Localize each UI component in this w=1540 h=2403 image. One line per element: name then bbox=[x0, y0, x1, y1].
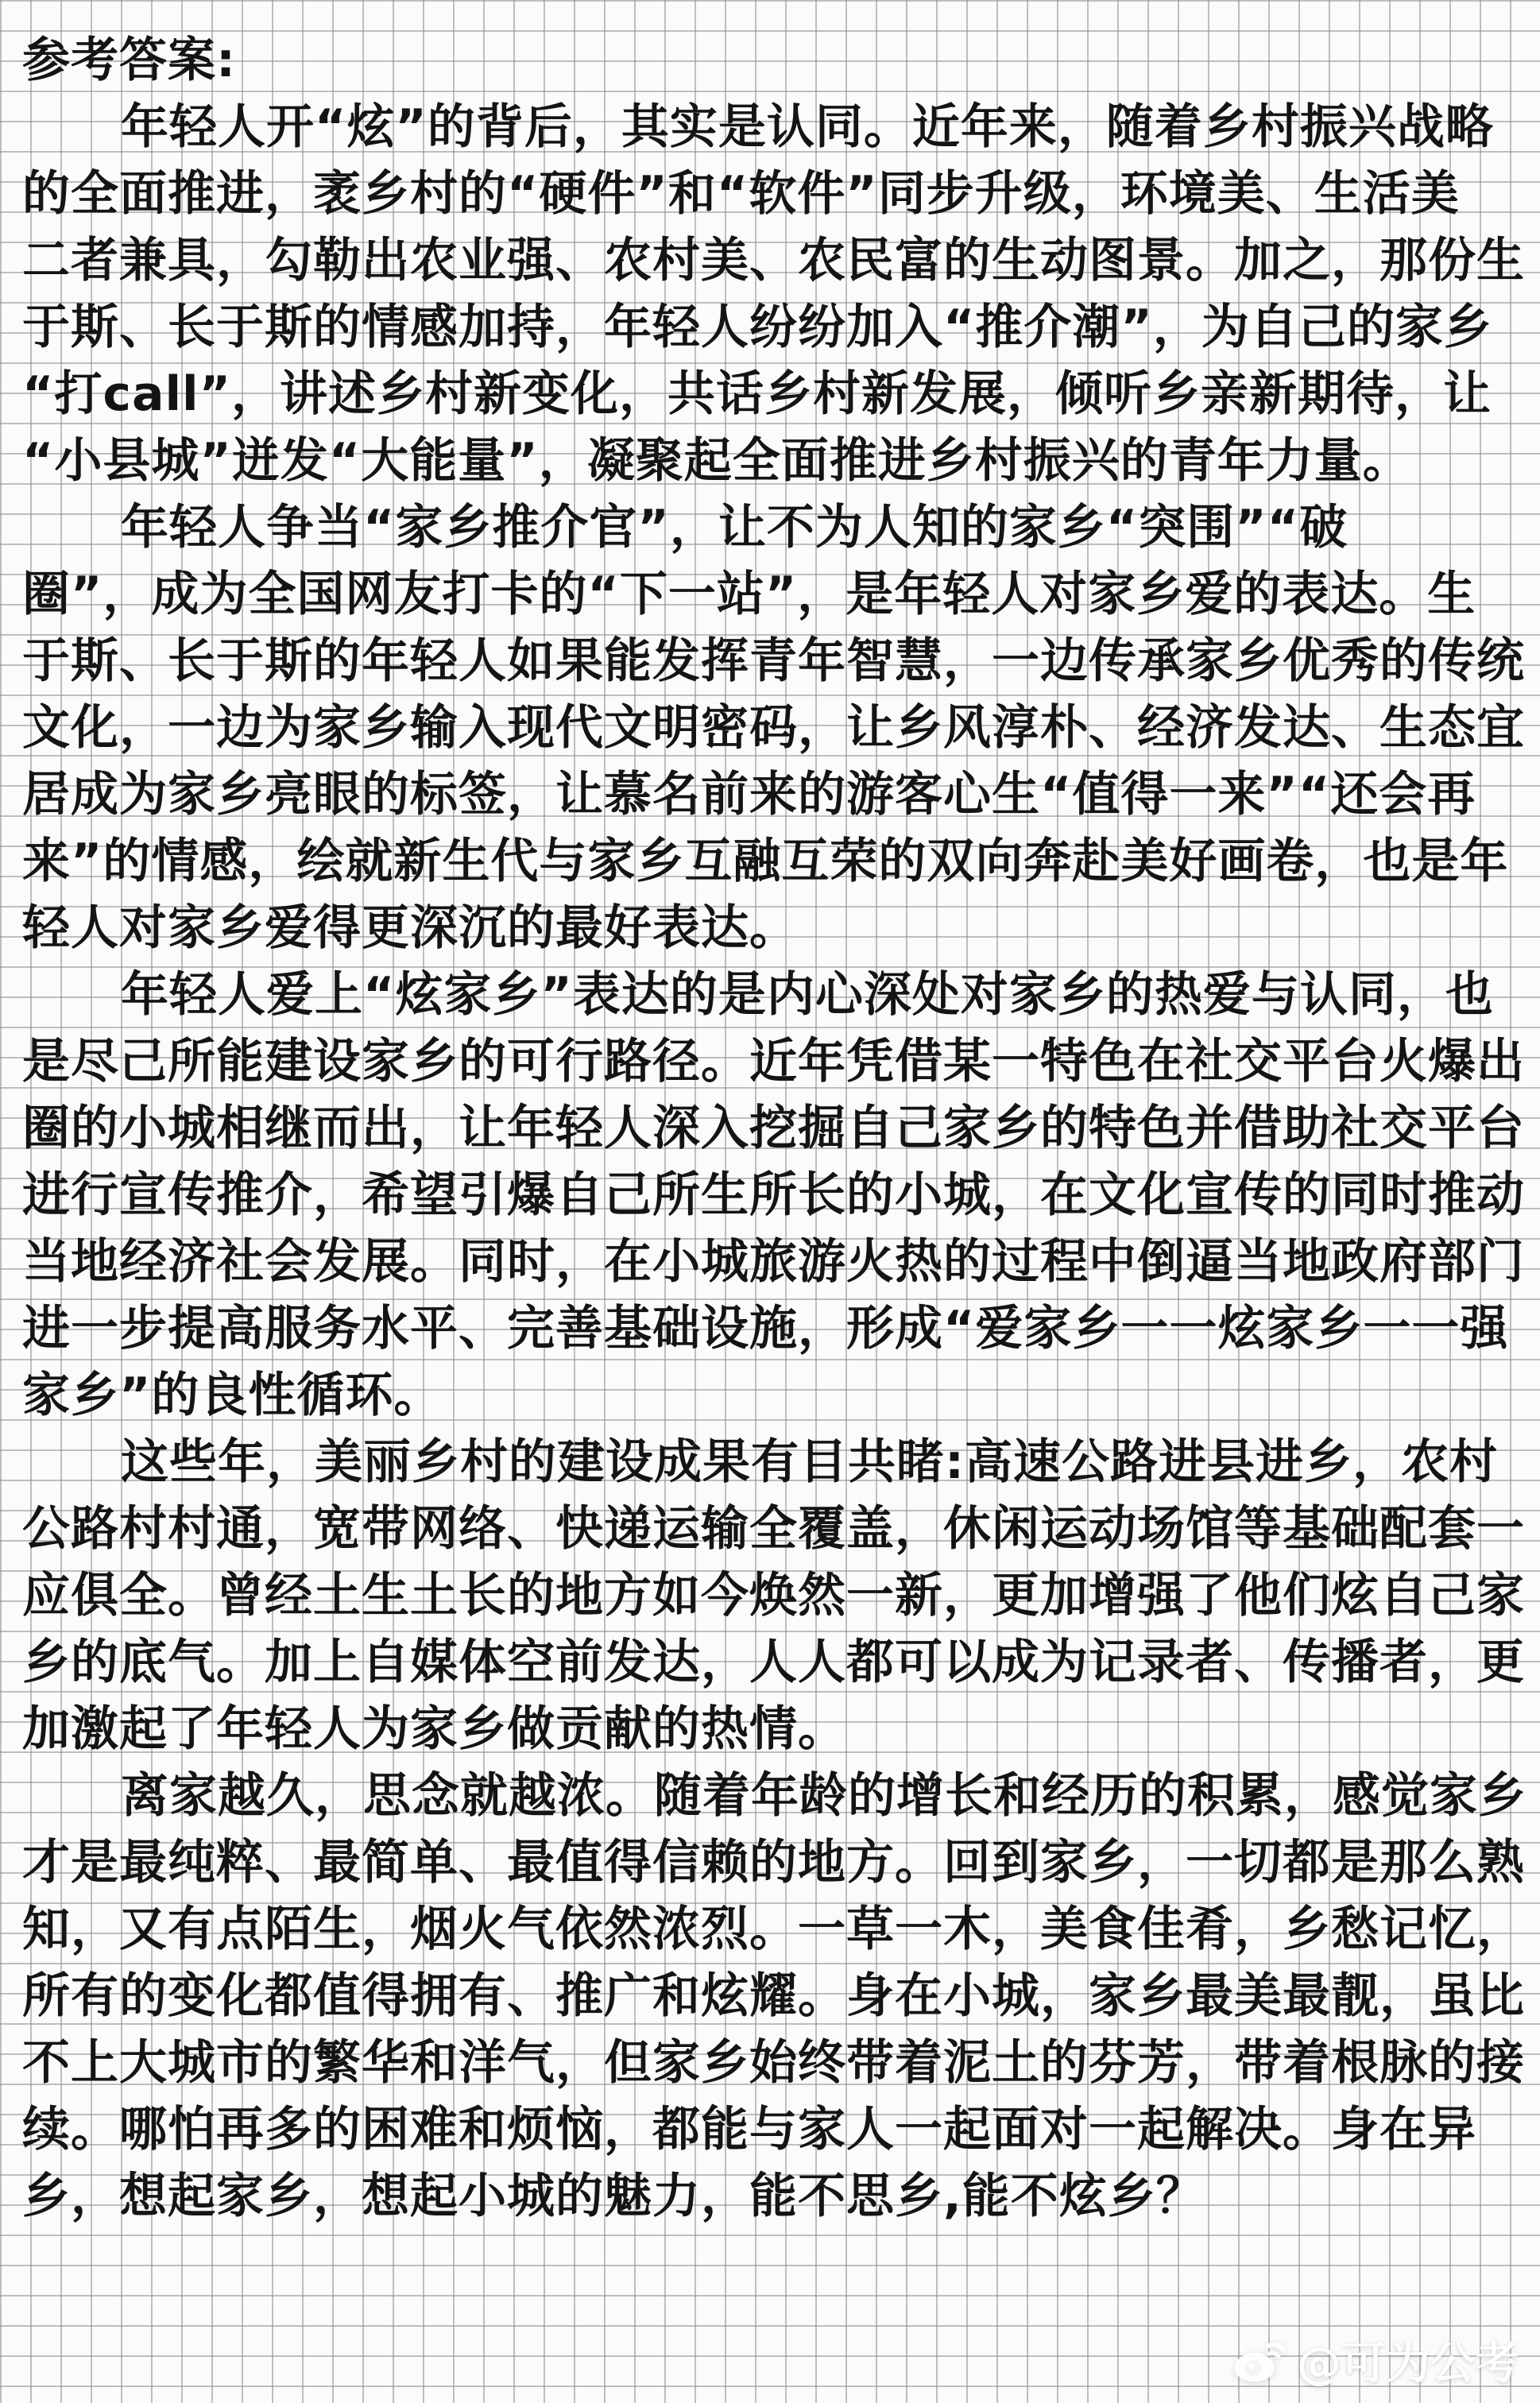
text-line: 年轻人爱上“炫家乡”表达的是内心深处对家乡的热爱与认同，也 bbox=[121, 967, 1494, 1023]
text-line: 轻人对家乡爱得更深沉的最好表达。 bbox=[22, 900, 798, 956]
text-line: 年轻人争当“家乡推介官”，让不为人知的家乡“突围”“破 bbox=[121, 500, 1348, 555]
text-line: 公路村村通，宽带网络、快递运输全覆盖，休闲运动场馆等基础配套一 bbox=[22, 1501, 1525, 1557]
text-line: 加激起了年轻人为家乡做贡献的热情。 bbox=[22, 1701, 846, 1757]
essay-body bbox=[22, 27, 1524, 2230]
text-line: 圈的小城相继而出，让年轻人深入挖掘自己家乡的特色并借助社交平台 bbox=[22, 1101, 1525, 1156]
text-line: 才是最纯粹、最简单、最值得信赖的地方。回到家乡，一切都是那么熟 bbox=[22, 1835, 1525, 1890]
text-line: 乡，想起家乡，想起小城的魅力，能不思乡,能不炫乡？ bbox=[22, 2169, 1205, 2224]
text-line: 续。哪怕再多的困难和烦恼，都能与家人一起面对一起解决。身在异 bbox=[22, 2102, 1476, 2157]
watermark-handle: @可为公考 bbox=[1297, 2338, 1519, 2389]
text-line: 应俱全。曾经土生土长的地方如今焕然一新，更加增强了他们炫自己家 bbox=[22, 1568, 1525, 1623]
watermark bbox=[1230, 2328, 1519, 2392]
weibo-icon bbox=[1230, 2335, 1290, 2386]
text-line: 家乡”的良性循环。 bbox=[22, 1368, 443, 1423]
text-line: 于斯、长于斯的年轻人如果能发挥青年智慧，一边传承家乡优秀的传统 bbox=[22, 633, 1525, 689]
text-line: 来”的情感，绘就新生代与家乡互融互荣的双向奔赴美好画卷，也是年 bbox=[22, 834, 1509, 889]
text-line: 二者兼具，勾勒出农业强、农村美、农民富的生动图景。加之，那份生 bbox=[22, 233, 1525, 288]
text-line: 不上大城市的繁华和洋气，但家乡始终带着泥土的芬芳，带着根脉的接 bbox=[22, 2035, 1525, 2091]
text-line: 的全面推进，袤乡村的“硬件”和“软件”同步升级，环境美、生活美 bbox=[22, 166, 1460, 222]
text-line: 圈”，成为全国网友打卡的“下一站”，是年轻人对家乡爱的表达。生 bbox=[22, 567, 1476, 622]
text-line: 进一步提高服务水平、完善基础设施，形成“爱家乡一一炫家乡一一强 bbox=[22, 1301, 1509, 1356]
page-title: 参考答案: bbox=[22, 33, 236, 88]
text-line: 是尽己所能建设家乡的可行路径。近年凭借某一特色在社交平台火爆出 bbox=[22, 1034, 1525, 1089]
text-line: 文化，一边为家乡输入现代文明密码，让乡风淳朴、经济发达、生态宜 bbox=[22, 700, 1525, 756]
text-line: 知，又有点陌生，烟火气依然浓烈。一草一木，美食佳肴，乡愁记忆， bbox=[22, 1902, 1525, 1957]
text-line: 进行宣传推介，希望引爆自己所生所长的小城，在文化宣传的同时推动 bbox=[22, 1167, 1525, 1223]
text-line: 离家越久，思念就越浓。随着年龄的增长和经历的积累，感觉家乡 bbox=[121, 1768, 1526, 1824]
text-line: “打call”，讲述乡村新变化，共话乡村新发展，倾听乡亲新期待，让 bbox=[22, 366, 1492, 422]
text-line: 于斯、长于斯的情感加持，年轻人纷纷加入“推介潮”，为自己的家乡 bbox=[22, 300, 1492, 355]
text-line: 这些年，美丽乡村的建设成果有目共睹:高速公路进县进乡，农村 bbox=[121, 1434, 1498, 1490]
text-line: 当地经济社会发展。同时，在小城旅游火热的过程中倒逼当地政府部门 bbox=[22, 1234, 1525, 1290]
text-line: 居成为家乡亮眼的标签，让慕名前来的游客心生“值得一来”“还会再 bbox=[22, 767, 1476, 822]
essay-lines bbox=[22, 94, 1524, 2230]
text-line: 年轻人开“炫”的背后，其实是认同。近年来，随着乡村振兴战略 bbox=[121, 99, 1494, 155]
text-line: “小县城”迸发“大能量”，凝聚起全面推进乡村振兴的青年力量。 bbox=[22, 433, 1411, 489]
text-line: 所有的变化都值得拥有、推广和炫耀。身在小城，家乡最美最靓，虽比 bbox=[22, 1968, 1525, 2024]
text-line: 乡的底气。加上自媒体空前发达，人人都可以成为记录者、传播者，更 bbox=[22, 1635, 1525, 1690]
